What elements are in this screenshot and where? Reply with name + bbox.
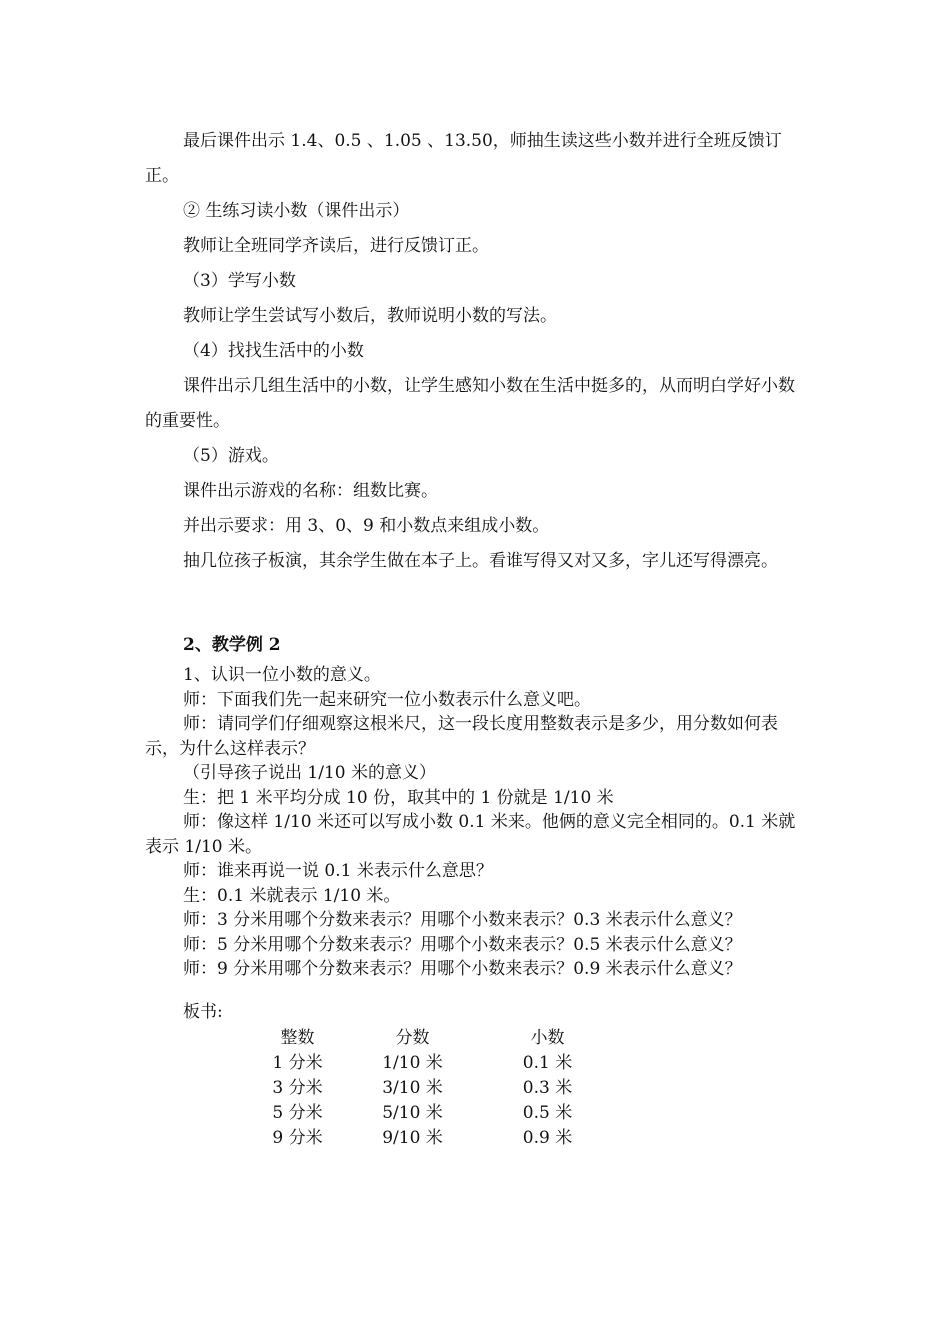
dialogue-line: 师：下面我们先一起来研究一位小数表示什么意义吧。: [183, 689, 591, 710]
board-header-row: [250, 1023, 615, 1048]
dialogue-line: 1、认识一位小数的意义。: [183, 665, 381, 685]
paragraph: 最后课件出示 1.4、0.5 、1.05 、13.50，师抽生读这些小数并进行全班反馈订正。: [145, 131, 782, 186]
subheading: （3）学写小数: [183, 271, 296, 291]
dialogue-line: 师：5 分米用哪个分数来表示？用哪个小数来表示？0.5 米表示什么意义？: [183, 934, 742, 955]
paragraph: 课件出示游戏的名称：组数比赛。: [183, 481, 438, 501]
board-cell: 0.1 米: [522, 1053, 573, 1073]
board-label: 板书:: [183, 1002, 223, 1022]
dialogue-line: 师：3 分米用哪个分数来表示？用哪个小数来表示？0.3 米表示什么意义？: [183, 910, 742, 930]
dialogue-line: 师：请同学们仔细观察这根米尺，这一段长度用整数表示是多少，用分数如何表示，为什么这样表示？: [145, 714, 778, 759]
board-cell: 3/10 米: [382, 1078, 443, 1098]
lesson-section-reading: [145, 124, 810, 579]
dialogue-line: 师：像这样 1/10 米还可以写成小数 0.1 米来。他俩的意义完全相同的。0.1 米就表示 1/10 米。: [145, 812, 796, 857]
paragraph: 抽几位孩子板演，其余学生做在本子上。看谁写得又对又多，字儿还写得漂亮。: [183, 551, 778, 571]
subheading: （4）找找生活中的小数: [183, 341, 364, 361]
board-cell: 1 分米: [272, 1053, 323, 1073]
dialogue-line: 师：9 分米用哪个分数来表示？用哪个小数来表示？0.9 米表示什么意义？: [183, 959, 742, 979]
board-cell: 9 分米: [272, 1128, 323, 1148]
paragraph: 课件出示几组生活中的小数，让学生感知小数在生活中挺多的，从而明白学好小数的重要性。: [145, 376, 795, 431]
board-row: [250, 1098, 615, 1123]
board-row: [250, 1073, 615, 1098]
board-cell: 5/10 米: [382, 1103, 443, 1123]
board-cell: 1/10 米: [382, 1053, 443, 1073]
board-cell: 3 分米: [272, 1078, 323, 1098]
subheading: （5）游戏。: [183, 446, 279, 466]
board-row: [250, 1123, 615, 1148]
board-cell: 0.9 米: [522, 1128, 573, 1148]
paragraph: ② 生练习读小数（课件出示）: [183, 201, 410, 221]
dialogue-line: （引导孩子说出 1/10 米的意义）: [183, 763, 436, 783]
lesson-section-example-2: [145, 635, 810, 982]
board-header-integer: 整数: [280, 1028, 315, 1048]
dialogue-line: 师：谁来再说一说 0.1 米表示什么意思？: [183, 861, 493, 881]
section-heading: 2、教学例 2: [183, 635, 281, 655]
dialogue-line: 生：0.1 米就表示 1/10 米。: [183, 885, 401, 906]
board-cell: 9/10 米: [382, 1128, 443, 1148]
board-row: [250, 1048, 615, 1073]
board-cell: 0.3 米: [522, 1078, 573, 1098]
paragraph: 并出示要求：用 3、0、9 和小数点来组成小数。: [183, 516, 550, 536]
board-header-decimal: 小数: [530, 1028, 565, 1048]
board-header-fraction: 分数: [395, 1028, 430, 1048]
paragraph: 教师让学生尝试写小数后，教师说明小数的写法。: [183, 306, 557, 326]
board-cell: 5 分米: [272, 1103, 323, 1123]
board-table: [250, 1023, 615, 1148]
paragraph: 教师让全班同学齐读后，进行反馈订正。: [183, 236, 489, 256]
dialogue-line: 生：把 1 米平均分成 10 份，取其中的 1 份就是 1/10 米: [183, 787, 614, 808]
board-cell: 0.5 米: [522, 1103, 573, 1123]
